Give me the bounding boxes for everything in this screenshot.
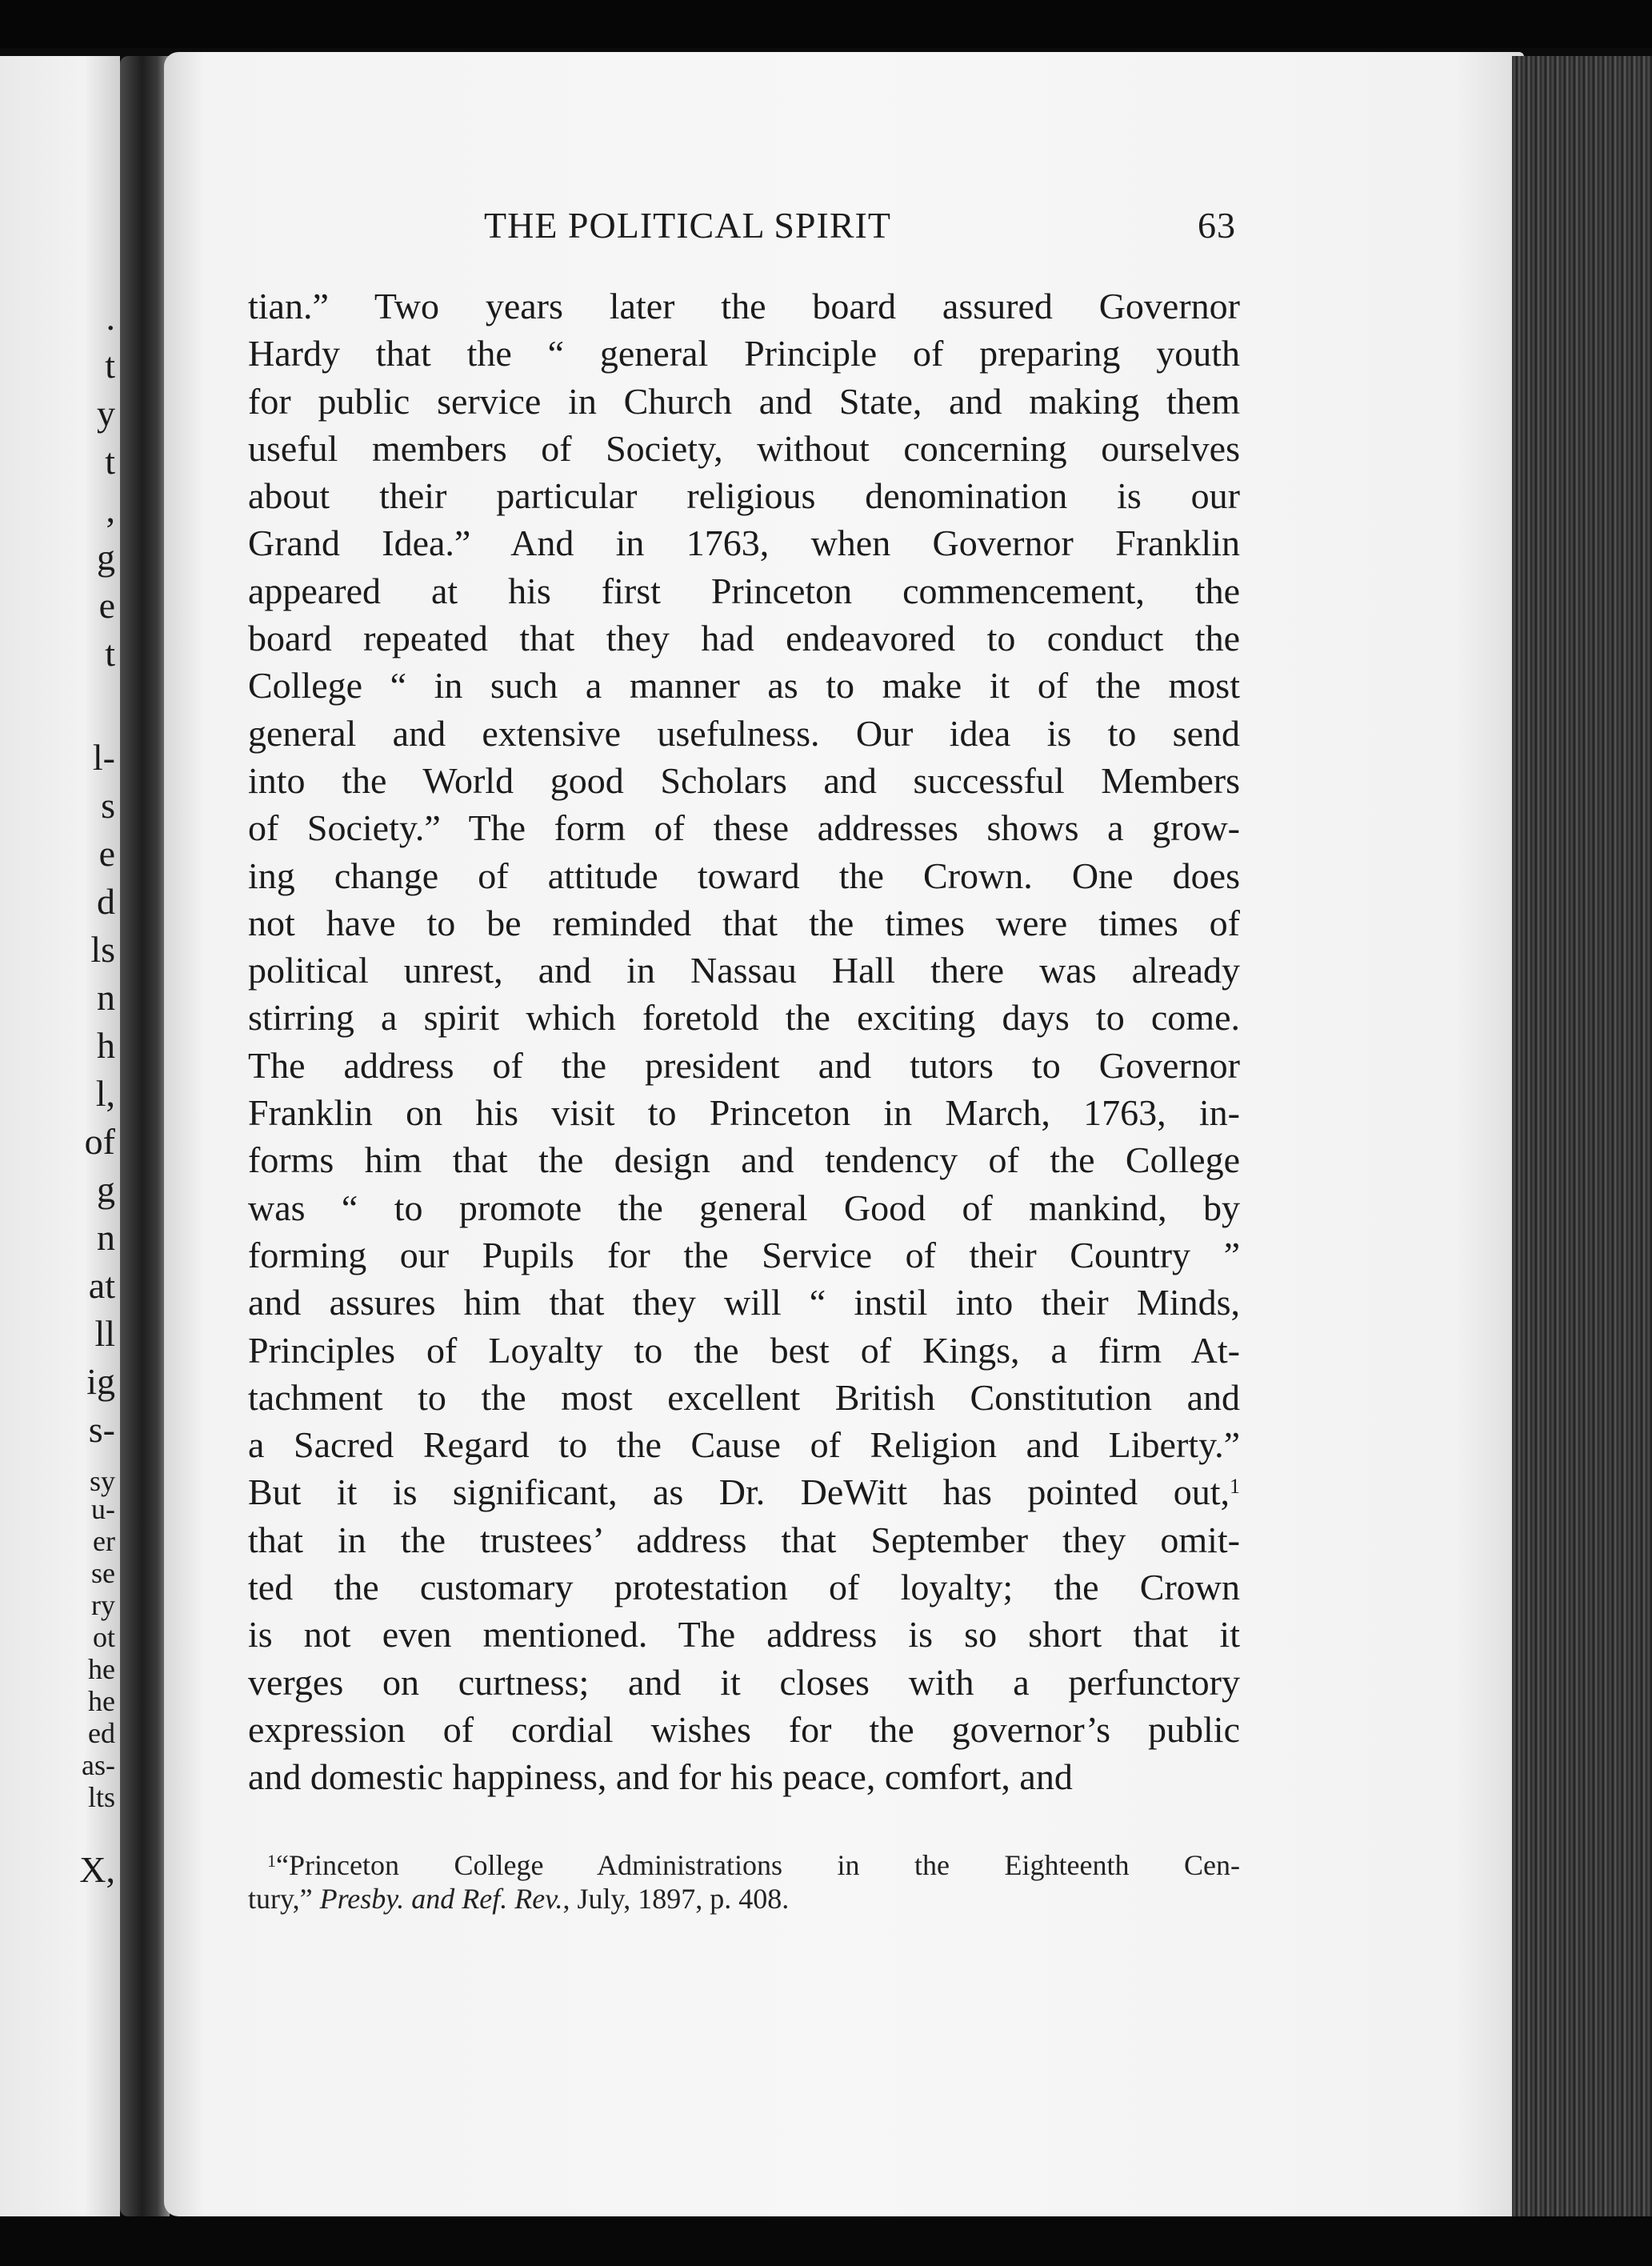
- text-line: is not even mentioned. The address is so short that it: [248, 1614, 1240, 1655]
- facing-page-fragment: ed: [88, 1717, 115, 1749]
- text-line: Principles of Loyalty to the best of Kings, a firm At-: [248, 1329, 1240, 1371]
- footnote-reference: 1: [1230, 1475, 1240, 1499]
- facing-page-left: [0, 56, 120, 2216]
- facing-page-fragment: g: [97, 537, 115, 578]
- facing-page-fragment: lts: [87, 1781, 115, 1813]
- text-line: tachment to the most excellent British Constitution and: [248, 1376, 1240, 1418]
- page-number: 63: [1198, 205, 1236, 246]
- facing-page-fragment: e: [98, 585, 115, 626]
- facing-page-fragment: ls: [90, 929, 115, 970]
- text-line: College “ in such a manner as to make it of the most: [248, 665, 1240, 707]
- running-head: [248, 204, 1236, 260]
- text-line: appeared at his first Princeton commencement, the: [248, 570, 1240, 611]
- facing-page-fragment: e: [98, 833, 115, 874]
- facing-page-fragment: t: [105, 441, 115, 482]
- facing-page-fragment: se: [91, 1557, 115, 1589]
- text-line: that in the trustees’ address that September they omit-: [248, 1519, 1240, 1560]
- footnote-line: $^1$“Princeton College Administrations in the Eighteenth Cen-: [267, 1849, 1240, 1881]
- text-line: But it is significant, as Dr. DeWitt has pointed out,$^1$: [248, 1471, 1240, 1513]
- text-line: board repeated that they had endeavored to conduct the: [248, 618, 1240, 659]
- facing-page-fragment: h: [97, 1025, 115, 1066]
- text-line: and assures him that they will “ instil into their Minds,: [248, 1282, 1240, 1323]
- facing-page-fragment: ll: [94, 1313, 115, 1354]
- facing-page-fragment: .: [106, 297, 115, 338]
- text-line: not have to be reminded that the times were times of: [248, 902, 1240, 943]
- journal-title: Presby. and Ref. Rev.: [319, 1883, 563, 1915]
- facing-page-fragment: u-: [91, 1493, 115, 1525]
- facing-page-fragment: n: [97, 1217, 115, 1258]
- text-line: a Sacred Regard to the Cause of Religion and Liberty.”: [248, 1424, 1240, 1466]
- scan-border-bottom: [0, 2216, 1652, 2266]
- facing-page-fragment: t: [105, 633, 115, 674]
- facing-page-fragment: as-: [82, 1749, 115, 1781]
- facing-page-fragment: n: [97, 977, 115, 1018]
- body-text: [248, 282, 1240, 1801]
- book-gutter: [120, 56, 170, 2216]
- facing-page-fragment: X,: [79, 1849, 115, 1890]
- text-line: forms him that the design and tendency of the College: [248, 1139, 1240, 1181]
- facing-page-fragment: of: [84, 1121, 115, 1162]
- text-line: Grand Idea.” And in 1763, when Governor Franklin: [248, 522, 1240, 564]
- text-line: useful members of Society, without concerning ourselves: [248, 427, 1240, 469]
- text-line: The address of the president and tutors to Governor: [248, 1044, 1240, 1086]
- text-line: about their particular religious denomination is our: [248, 475, 1240, 517]
- text-line: expression of cordial wishes for the governor’s public: [248, 1708, 1240, 1750]
- text-line: Hardy that the “ general Principle of preparing youth: [248, 333, 1240, 374]
- text-line: general and extensive usefulness. Our idea is to send: [248, 712, 1240, 754]
- facing-page-fragment: y: [97, 393, 115, 434]
- text-line: for public service in Church and State, and making them: [248, 380, 1240, 422]
- facing-page-fragment: l,: [95, 1073, 115, 1114]
- text-line: ted the customary protestation of loyalty; the Crown: [248, 1567, 1240, 1608]
- footnote-line: tury,” Presby. and Ref. Rev., July, 1897, p. 408.: [248, 1883, 790, 1915]
- footnote: [248, 1848, 1240, 1916]
- page-title: THE POLITICAL SPIRIT: [484, 205, 891, 246]
- facing-page-fragment: ,: [106, 489, 115, 530]
- facing-page-fragment: at: [88, 1265, 115, 1306]
- facing-page-fragment: g: [97, 1169, 115, 1210]
- facing-page-fragment: he: [88, 1685, 115, 1717]
- text-line: of Society.” The form of these addresses shows a grow-: [248, 807, 1240, 849]
- text-line: stirring a spirit which foretold the exciting days to come.: [248, 997, 1240, 1039]
- facing-page-fragment: s: [101, 785, 115, 826]
- facing-page-fragment: sy: [89, 1465, 115, 1497]
- facing-page-fragment: l-: [92, 737, 115, 778]
- facing-page-fragment: ot: [92, 1621, 115, 1653]
- text-line: verges on curtness; and it closes with a perfunctory: [248, 1661, 1240, 1703]
- text-line: into the World good Scholars and successful Members: [248, 759, 1240, 801]
- facing-page-fragment: er: [93, 1525, 115, 1557]
- text-line: political unrest, and in Nassau Hall there was already: [248, 950, 1240, 991]
- facing-page-fragment: s-: [88, 1409, 115, 1450]
- facing-page-fragment: he: [88, 1653, 115, 1685]
- text-line: forming our Pupils for the Service of their Country ”: [248, 1234, 1240, 1275]
- facing-page-fragment: ig: [86, 1361, 115, 1402]
- facing-page-fragment: ry: [91, 1589, 115, 1621]
- scan-border-top: [0, 0, 1652, 48]
- book-page-edges: [1512, 56, 1652, 2240]
- footnote-marker: 1: [267, 1851, 276, 1871]
- facing-page-fragment: t: [105, 345, 115, 386]
- facing-page-fragment: d: [97, 881, 115, 922]
- text-line: tian.” Two years later the board assured Governor: [248, 286, 1240, 326]
- text-line: ing change of attitude toward the Crown. One does: [248, 855, 1240, 896]
- text-line: and domestic happiness, and for his peace, comfort, and: [248, 1756, 1073, 1798]
- text-line: Franklin on his visit to Princeton in March, 1763, in-: [248, 1092, 1240, 1134]
- text-line: was “ to promote the general Good of mankind, by: [248, 1187, 1240, 1228]
